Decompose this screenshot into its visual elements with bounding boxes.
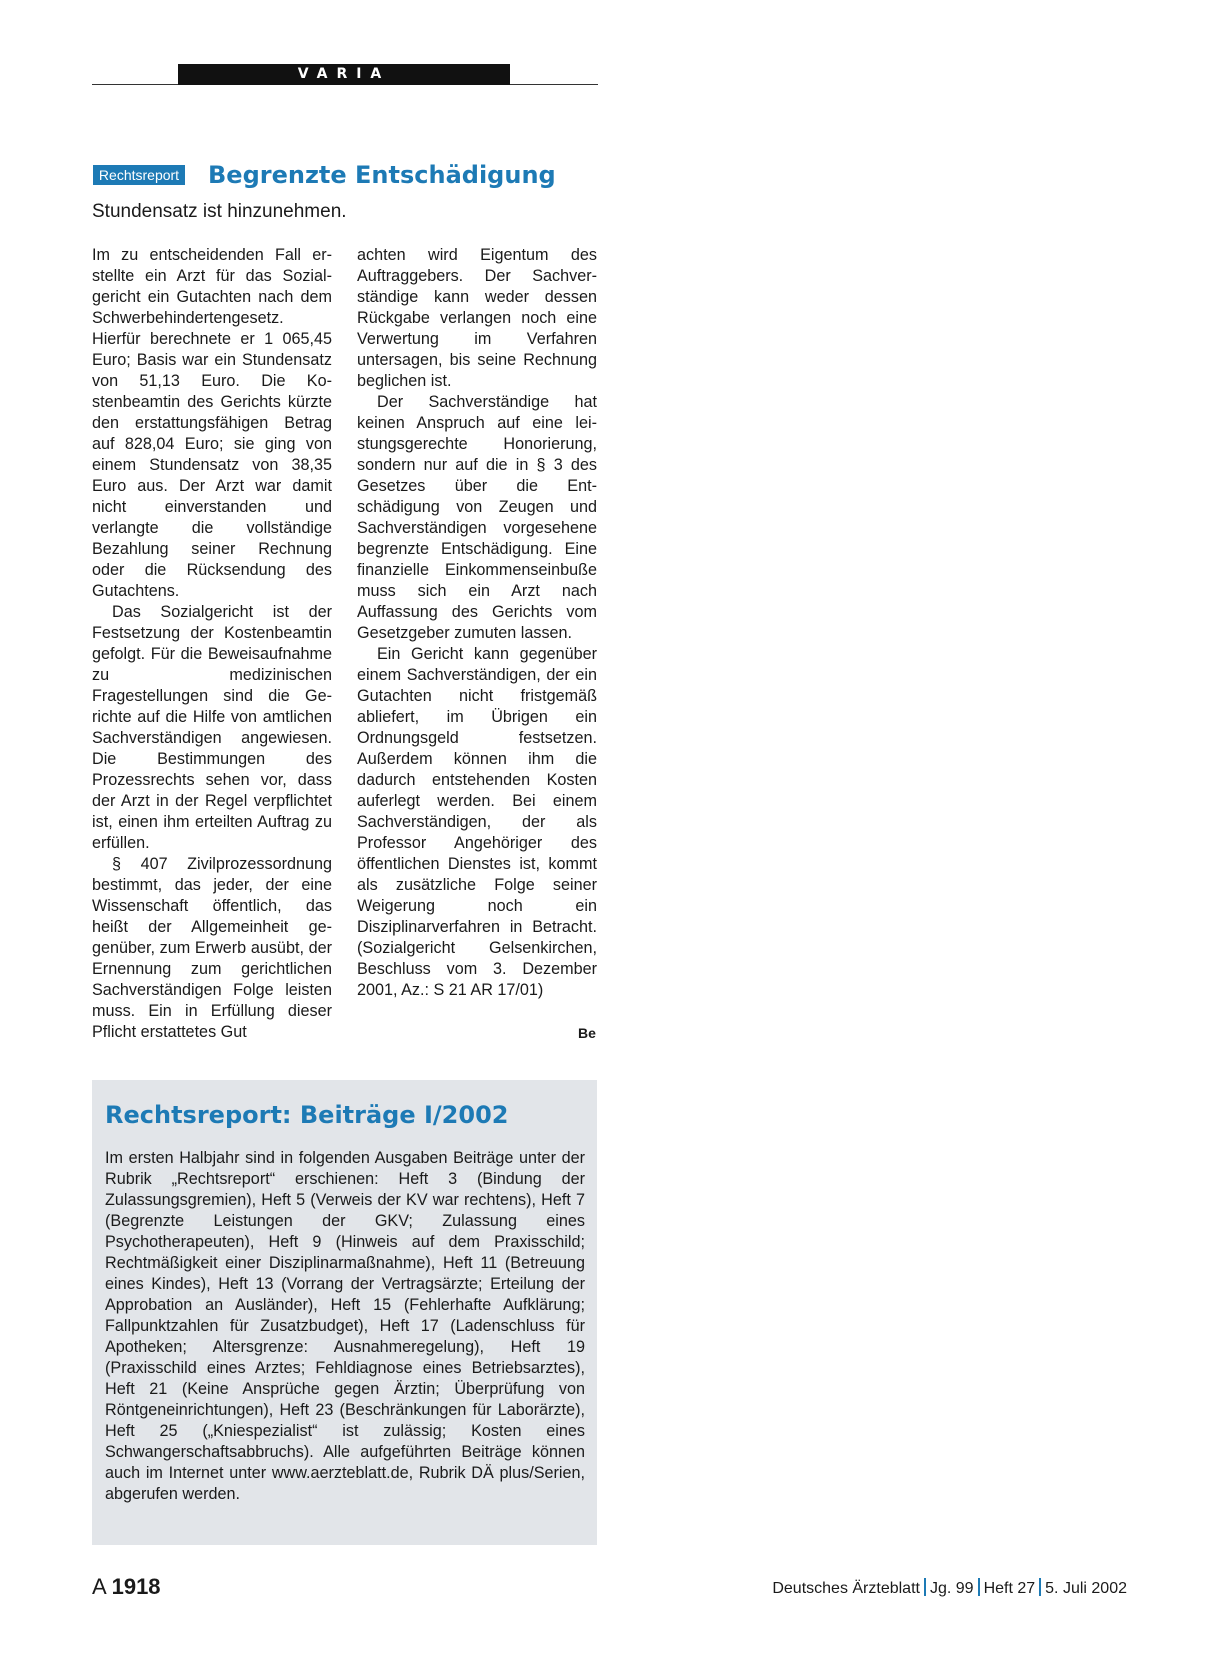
article-column-right: [357, 245, 597, 1001]
info-box-title: Rechtsreport: Beiträge I/2002: [105, 1101, 509, 1129]
section-header: VARIA: [178, 64, 510, 85]
journal-issue: Heft 27: [983, 1580, 1036, 1597]
paragraph: Das Sozialgericht ist der Festsetzung der Kostenbeamtin gefolgt. Für die Beweisaufnahme zu medizinischen Fragestellungen sind die Gerichte auf die Hilfe von amtlichen Sachverständigen angewiesen. Die Bestimmungen des Prozessrechts sehen vor, dass der Arzt in der Regel verpflichtet ist, einen ihm erteilten Auftrag zu erfüllen.: [92, 603, 332, 852]
info-box-body: Im ersten Halbjahr sind in folgenden Ausgaben Beiträge unter der Rubrik „Rechtsreport“ erschienen: Heft 3 (Bindung der Zulassungsgremien), Heft 5 (Verweis der KV war rechtens), Heft 7 (Begrenzte Leistungen der GKV; Zulassung eines Psychotherapeuten), Heft 9 (Hinweis auf dem Praxisschild; Rechtmäßigkeit einer Disziplinarmaßnahme), Heft 11 (Betreuung eines Kindes), Heft 13 (Vorrang der Vertragsärzte; Erteilung der Approbation an Ausländer), Heft 15 (Fehlerhafte Aufklärung; Fallpunktzahlen für Zusatzbudget), Heft 17 (Ladenschluss für Apotheken; Altersgrenze: Ausnahmeregelung), Heft 19 (Praxisschild eines Arztes; Fehldiagnose eines Betriebsarztes), Heft 21 (Keine Ansprüche gegen Ärztin; Überprüfung von Röntgeneinrichtungen), Heft 23 (Beschränkungen für Laborärzte), Heft 25 („Kniespezialist“ ist zulässig; Kosten eines Schwangerschaftsabbruchs). Alle aufgeführten Beiträge können auch im Internet unter www.aerzteblatt.de, Rubrik DÄ plus/Serien, abgerufen werden.: [105, 1149, 585, 1503]
article-column-left: [92, 245, 332, 1043]
separator: [1039, 1578, 1041, 1596]
page-prefix: A: [92, 1574, 106, 1599]
journal-name: Deutsches Ärzteblatt: [772, 1580, 920, 1597]
separator: [978, 1578, 980, 1596]
paragraph: Der Sachverständige hat keinen Anspruch auf eine leistungsgerechte Honorierung, sondern nur auf die in § 3 des Gesetzes über die Entschädigung von Zeugen und Sachverständigen vorgesehene begrenzte Entschädigung. Eine finanzielle Einkommenseinbuße muss sich ein Arzt nach Auffassung des Gerichts vom Gesetzgeber zumuten lassen.: [357, 393, 597, 642]
paragraph: Im zu entscheidenden Fall erstellte ein Arzt für das Sozialgericht ein Gutachten nach dem Schwerbehindertengesetz. Hierfür berechnete er 1 065,45 Euro; Basis war ein Stundensatz von 51,13 Euro. Die Kostenbeamtin des Gerichts kürzte den erstattungsfähigen Betrag auf 828,04 Euro; sie ging von einem Stundensatz von 38,35 Euro aus. Der Arzt war damit nicht einverstanden und verlangte die vollständige Bezahlung seiner Rechnung oder die Rücksendung des Gutachtens.: [92, 246, 332, 600]
author-signature: Be: [578, 1025, 596, 1041]
page-number-value: 1918: [111, 1574, 161, 1599]
journal-volume: Jg. 99: [929, 1580, 974, 1597]
info-box: [92, 1080, 597, 1545]
article-title: Begrenzte Entschädigung: [208, 161, 556, 189]
journal-date: 5. Juli 2002: [1045, 1580, 1127, 1597]
paragraph: § 407 Zivilprozessordnung bestimmt, das jeder, der eine Wissenschaft öffentlich, das heißt der Allgemeinheit gegenüber, zum Erwerb ausübt, der Ernennung zum gerichtlichen Sachverständigen Folge leisten muss. Ein in Erfüllung dieser Pflicht erstattetes Gut: [92, 855, 332, 1041]
journal-footer: [772, 1578, 1127, 1600]
article-subtitle: Stundensatz ist hinzunehmen.: [92, 201, 347, 222]
rubric-badge: Rechtsreport: [93, 165, 185, 185]
separator: [924, 1578, 926, 1596]
paragraph: Ein Gericht kann gegenüber einem Sachverständigen, der ein Gutachten nicht fristgemäß abliefert, im Übrigen ein Ordnungsgeld festsetzen. Außerdem können ihm die dadurch entstehenden Kosten auferlegt werden. Bei einem Sachverständigen, der als Professor Angehöriger des öffentlichen Dienstes ist, kommt als zusätzliche Folge seiner Weigerung noch ein Disziplinarverfahren in Betracht. (Sozialgericht Gelsenkirchen, Beschluss vom 3. Dezember 2001, Az.: S 21 AR 17/01): [357, 645, 597, 999]
page-number: [92, 1572, 161, 1602]
paragraph: achten wird Eigentum des Auftraggebers. Der Sachverständige kann weder dessen Rückgabe verlangen noch eine Verwertung im Verfahren untersagen, bis seine Rechnung beglichen ist.: [357, 246, 597, 390]
